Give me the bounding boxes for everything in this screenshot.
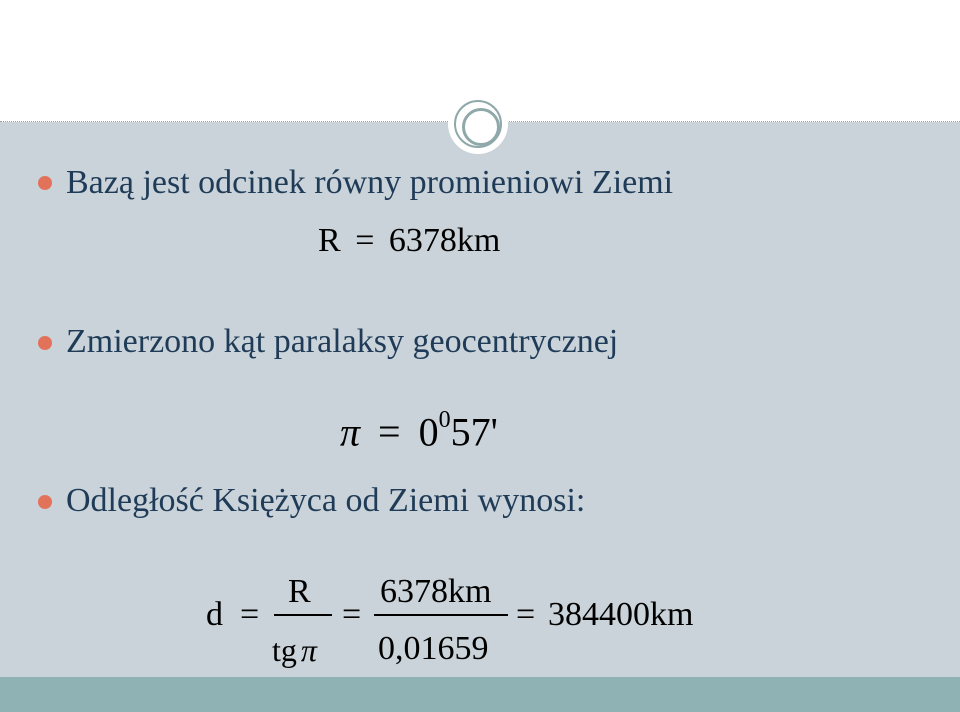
slide-footer-bar bbox=[0, 677, 960, 712]
ornament-inner-ring bbox=[462, 108, 500, 146]
eq-distance-frac1-bar bbox=[274, 614, 332, 616]
eq-parallax-lhs: π bbox=[340, 409, 361, 455]
eq-parallax bbox=[340, 407, 498, 455]
eq-distance-equals-1: = bbox=[240, 596, 260, 633]
eq-distance-equals-2: = bbox=[342, 596, 362, 633]
eq-distance-lhs: d bbox=[206, 596, 223, 633]
bullet-dot-icon bbox=[38, 336, 52, 350]
eq-parallax-equals: = bbox=[378, 409, 401, 455]
eq-distance-frac2-denominator: 0,01659 bbox=[378, 630, 489, 667]
eq-distance-frac1-den-tg: tg bbox=[272, 632, 297, 668]
eq-radius-equals: = bbox=[355, 222, 375, 259]
eq-parallax-minutes: 57' bbox=[450, 409, 498, 455]
eq-radius-lhs: R bbox=[318, 222, 341, 259]
eq-parallax-degree-sup: 0 bbox=[438, 407, 451, 433]
eq-distance-result: 384400km bbox=[548, 596, 694, 633]
bullet-dot-icon bbox=[38, 495, 52, 509]
bullet-text-3: Odległość Księżyca od Ziemi wynosi: bbox=[66, 482, 586, 519]
eq-distance-frac1-denominator bbox=[272, 634, 317, 666]
circle-ornament-icon bbox=[448, 94, 508, 154]
eq-distance-frac2-bar bbox=[374, 614, 508, 616]
bullet-text-2: Zmierzono kąt paralaksy geocentrycznej bbox=[66, 323, 619, 360]
eq-distance-frac2-numerator: 6378km bbox=[380, 573, 492, 610]
bullet-text-1: Bazą jest odcinek równy promieniowi Ziemi bbox=[66, 164, 674, 201]
eq-distance-frac1-numerator: R bbox=[288, 573, 311, 610]
eq-radius bbox=[318, 224, 500, 258]
bullet-dot-icon bbox=[38, 176, 52, 190]
eq-radius-rhs: 6378km bbox=[388, 222, 501, 259]
eq-parallax-degrees: 0 bbox=[418, 409, 439, 455]
eq-distance-equals-3: = bbox=[516, 596, 536, 633]
ornament-ring bbox=[454, 100, 502, 148]
eq-distance-frac1-den-pi: π bbox=[300, 632, 317, 668]
